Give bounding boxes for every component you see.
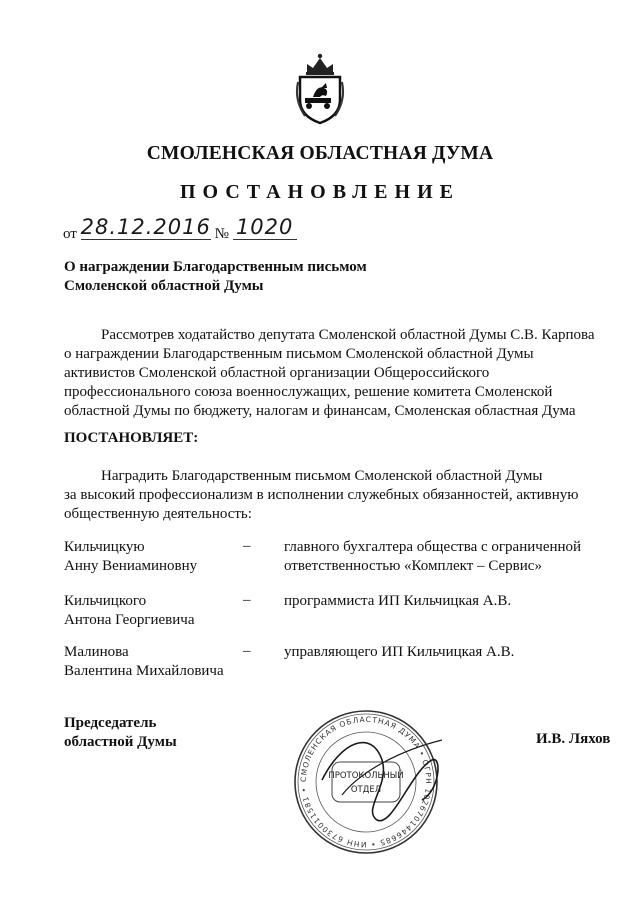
stamp-center-line: ПРОТОКОЛЬНЫЙ: [328, 771, 404, 781]
organization-title: СМОЛЕНСКАЯ ОБЛАСТНАЯ ДУМА: [146, 143, 494, 164]
awardee-surname: Кильчицкого: [64, 593, 147, 609]
handwritten-signature: [282, 700, 462, 860]
awardee-dash: –: [243, 538, 251, 554]
position-line: управляющего ИП Кильчицкая А.В.: [284, 644, 515, 660]
paragraph-line: Наградить Благодарственным письмом Смоленской областной Думы: [101, 468, 543, 484]
date-prefix: от: [63, 226, 77, 242]
paragraph-line: за высокий профессионализм в исполнении служебных обязанностей, активную: [64, 487, 579, 503]
position-line: главного бухгалтера общества с ограниченной: [284, 539, 582, 555]
awardee-dash: –: [243, 643, 251, 659]
awardee-given-names: Анну Вениаминовну: [64, 558, 198, 574]
awardee-position: [284, 538, 614, 576]
document-subject: [64, 258, 367, 296]
awardee-given-names: Антона Георгиевича: [64, 612, 195, 628]
coat-of-arms-emblem: [293, 52, 347, 126]
stamp-center-line: ОТДЕЛ: [350, 785, 382, 795]
subject-line: О награждении Благодарственным письмом: [64, 259, 367, 275]
paragraph-line: областной Думы по бюджету, налогам и финансам, Смоленская областная Дума: [64, 403, 576, 419]
number-prefix: №: [214, 226, 229, 242]
paragraph-line: общественную деятельность:: [64, 506, 252, 522]
awardee-position: [284, 592, 614, 611]
decision-paragraph: [64, 467, 614, 524]
paragraph-line: профессионального союза военнослужащих, решение комитета Смоленской: [64, 384, 553, 400]
awardee-surname: Кильчицкую: [64, 539, 145, 555]
awardee-name: [64, 592, 195, 630]
handwritten-number: 1020: [235, 215, 294, 239]
position-line: ответственностью «Комплект – Сервис»: [284, 558, 542, 574]
signatory-title-line: Председатель: [64, 715, 157, 731]
stamp-ring-text: СМОЛЕНСКАЯ ОБЛАСТНАЯ ДУМА • ОГРН 1026701446685 • ИНН 6730011581 •: [298, 714, 434, 850]
handwritten-date: 28.12.2016: [80, 215, 211, 239]
paragraph-line: Рассмотрев ходатайство депутата Смоленской областной Думы С.В. Карпова: [101, 327, 595, 343]
position-line: программиста ИП Кильчицкая А.В.: [284, 593, 512, 609]
preamble-paragraph: [64, 326, 614, 421]
resolves-label: ПОСТАНОВЛЯЕТ:: [64, 430, 199, 446]
awardee-name: [64, 643, 224, 681]
awardee-name: [64, 538, 197, 576]
date-number-line: [63, 215, 297, 244]
awardee-dash: –: [243, 592, 251, 608]
awardee-given-names: Валентина Михайловича: [64, 663, 224, 679]
signer-name: И.В. Ляхов: [536, 731, 611, 747]
signatory-title-line: областной Думы: [64, 734, 177, 750]
awardee-surname: Малинова: [64, 644, 129, 660]
awardee-position: [284, 643, 614, 662]
signatory-title: [64, 714, 177, 752]
paragraph-line: о награждении Благодарственным письмом Смоленской областной Думы: [64, 346, 534, 362]
subject-line: Смоленской областной Думы: [64, 278, 264, 294]
document-type-title: ПОСТАНОВЛЕНИЕ: [180, 181, 460, 203]
paragraph-line: активистов Смоленской областной организации Общероссийского: [64, 365, 490, 381]
